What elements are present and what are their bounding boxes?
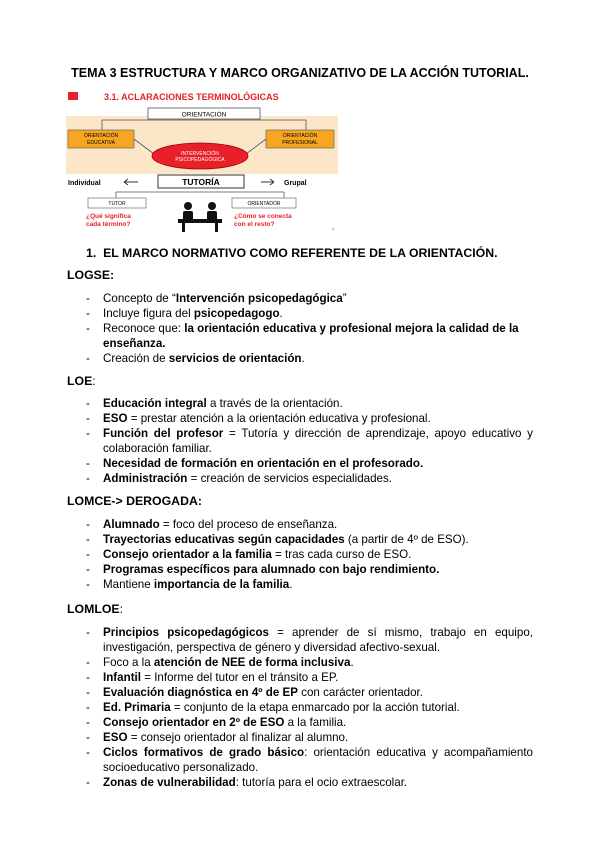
intervencion-label-2: PSICOPEDAGÓGICA <box>175 157 225 163</box>
list-item: - Trayectorias educativas según capacidades (a partir de 4º de ESO). <box>86 533 469 546</box>
red-bullet-icon <box>68 92 78 100</box>
list-item: - Consejo orientador a la familia = tras cada curso de ESO. <box>86 548 412 561</box>
orientacion-profesional-label-2: PROFESIONAL <box>282 140 318 146</box>
diagram-heading: 3.1. ACLARACIONES TERMINOLÓGICAS <box>104 92 279 102</box>
list-item: - ESO = prestar atención a la orientación educativa y profesional. <box>86 412 431 425</box>
list-item: - Función del profesor = Tutoría y dirección de aprendizaje, apoyo educativo y colaboración familiar. <box>86 427 533 455</box>
question-2-line-1: ¿Cómo se conecta <box>234 213 292 220</box>
orientacion-educativa-label-2: EDUCATIVA <box>87 140 115 146</box>
lomloe-label: LOMLOE: <box>67 602 124 616</box>
section-heading <box>86 246 498 260</box>
list-item: - Concepto de “Intervención psicopedagógica” <box>86 292 347 305</box>
section-number: 1. <box>86 246 97 260</box>
page-number: 4 <box>332 226 335 231</box>
lomce-label: LOMCE-> DEROGADA: <box>67 494 202 508</box>
list-item: - Mantiene importancia de la familia. <box>86 578 293 591</box>
orientador-label: ORIENTADOR <box>247 201 281 207</box>
document-title: TEMA 3 ESTRUCTURA Y MARCO ORGANIZATIVO DE LA ACCIÓN TUTORIAL. <box>71 66 529 80</box>
arrow-left-icon <box>124 179 138 185</box>
orientacion-educativa-label-1: ORIENTACIÓN <box>83 133 119 139</box>
list-item: - Incluye figura del psicopedagogo. <box>86 307 283 320</box>
lomloe-list <box>0 625 600 790</box>
list-item: - Zonas de vulnerabilidad: tutoría para el ocio extraescolar. <box>86 776 408 789</box>
list-item: - Educación integral a través de la orientación. <box>86 397 343 410</box>
list-item: - Ed. Primaria = conjunto de la etapa enmarcado por la acción tutorial. <box>86 701 460 714</box>
arrow-right-icon <box>261 179 274 185</box>
list-item: - Alumnado = foco del proceso de enseñanza. <box>86 518 338 531</box>
individual-label: Individual <box>68 180 101 187</box>
tutor-label: TUTOR <box>108 201 126 207</box>
list-item: - Administración = creación de servicios especialidades. <box>86 472 393 485</box>
list-item: - Consejo orientador en 2º de ESO a la familia. <box>86 716 347 729</box>
question-1-line-2: cada término? <box>86 221 131 228</box>
meeting-people-icon <box>178 202 222 232</box>
question-2-line-2: con el resto? <box>234 221 275 228</box>
section-title: EL MARCO NORMATIVO COMO REFERENTE DE LA ORIENTACIÓN. <box>103 246 498 260</box>
logse-list <box>0 291 600 366</box>
loe-list <box>0 396 600 486</box>
list-item: - Infantil = Informe del tutor en el tránsito a EP. <box>86 671 339 684</box>
grupal-label: Grupal <box>284 180 307 187</box>
list-item: - Necesidad de formación en orientación en el profesorado. <box>86 457 424 470</box>
terminology-diagram <box>66 88 338 234</box>
loe-label: LOE: <box>67 374 96 388</box>
list-item: - Creación de servicios de orientación. <box>86 352 305 365</box>
intervencion-label-1: INTERVENCIÓN <box>181 151 219 157</box>
orientacion-label: ORIENTACIÓN <box>181 111 227 119</box>
list-item: - ESO = consejo orientador al finalizar al alumno. <box>86 731 349 744</box>
list-item: - Foco a la atención de NEE de forma inclusiva. <box>86 656 354 669</box>
list-item: - Ciclos formativos de grado básico: orientación educativa y acompañamiento socioeducativo personalizado. <box>86 746 533 774</box>
logse-label: LOGSE: <box>67 268 115 282</box>
list-item: - Evaluación diagnóstica en 4º de EP con carácter orientador. <box>86 686 423 699</box>
lomce-list <box>0 517 600 592</box>
list-item: - Reconoce que: la orientación educativa y profesional mejora la calidad de la enseñanza. <box>86 322 519 350</box>
list-item: - Principios psicopedagógicos = aprender de sí mismo, trabajo en equipo, investigación, perspectiva de género y diversidad afectivo-sexual. <box>86 626 533 654</box>
question-1-line-1: ¿Qué significa <box>86 213 131 220</box>
orientacion-profesional-label-1: ORIENTACIÓN <box>282 133 318 139</box>
tutoria-label: TUTORÍA <box>182 177 220 187</box>
list-item: - Programas específicos para alumnado con bajo rendimiento. <box>86 563 440 576</box>
